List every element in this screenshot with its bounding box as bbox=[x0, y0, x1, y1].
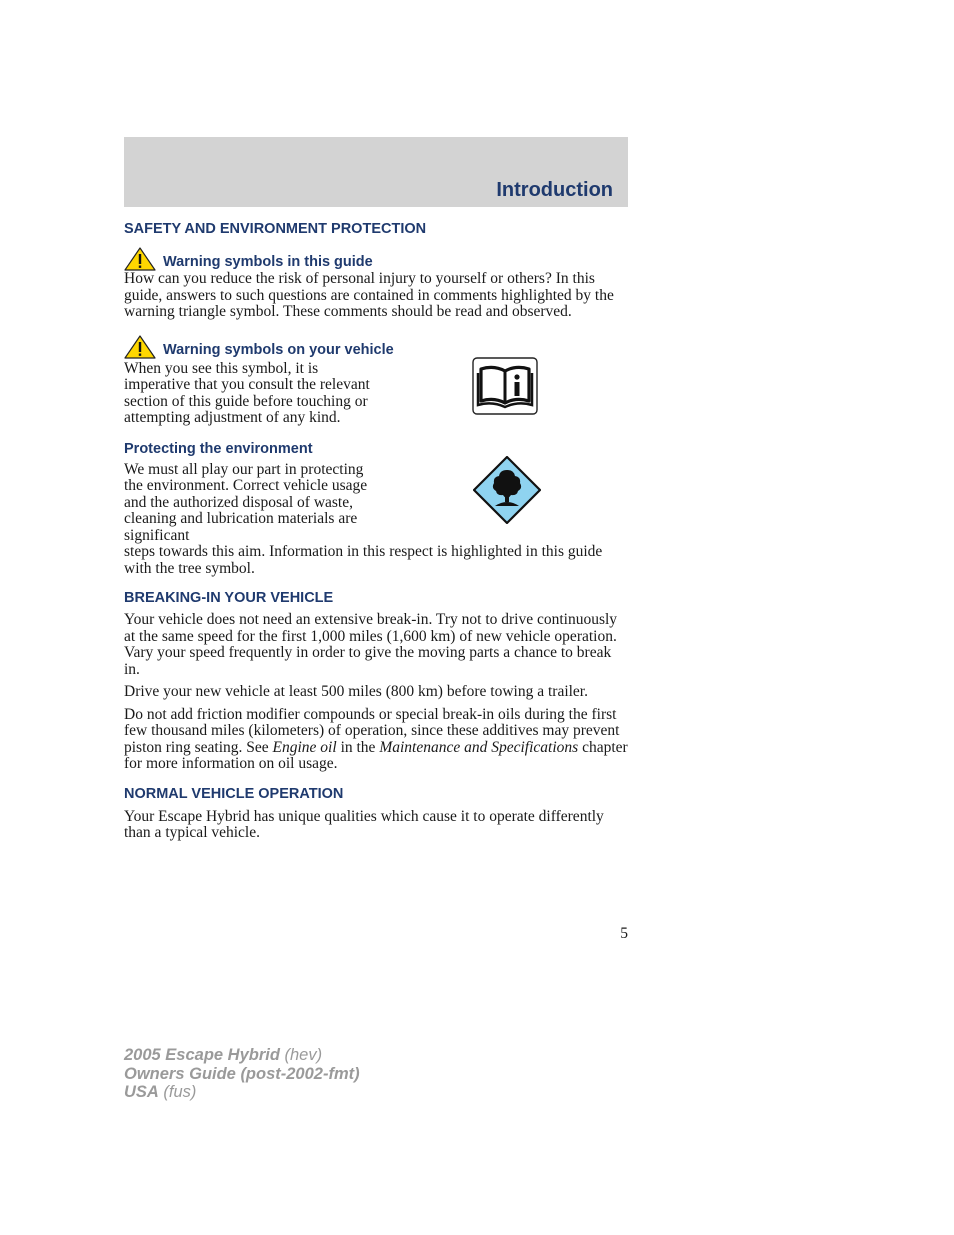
chapter-title: Introduction bbox=[496, 179, 613, 201]
environment-body-part2: steps towards this aim. Information in this respect is highlighted in this guide with the tree symbol. bbox=[124, 543, 603, 577]
breakin-paragraph-2: Drive your new vehicle at least 500 miles (800 km) before towing a trailer. bbox=[124, 683, 588, 700]
owner-manual-info-icon bbox=[472, 357, 538, 415]
breakin-paragraph-1: Your vehicle does not need an extensive break-in. Try not to drive continuously at the same speed for the first 1,000 miles (1,600 km) of new vehicle operation. Vary your speed frequently in order to give the moving parts a chance to break in. bbox=[124, 611, 618, 678]
document-footer bbox=[124, 1046, 360, 1102]
environment-body-part1: We must all play our part in protecting the environment. Correct vehicle usage and the authorized disposal of waste, cleaning and lubrication materials are significant bbox=[124, 460, 368, 544]
normal-operation-body: Your Escape Hybrid has unique qualities which cause it to operate differently than a typical vehicle. bbox=[124, 807, 604, 841]
vehicle-symbols-heading: Warning symbols on your vehicle bbox=[163, 341, 394, 358]
footer-line-3: USA (fus) bbox=[124, 1083, 197, 1101]
breakin-paragraph-3 bbox=[124, 707, 628, 773]
vehicle-symbols-heading-row bbox=[124, 335, 628, 359]
chapter-header-band bbox=[124, 137, 628, 207]
page-number: 5 bbox=[620, 925, 628, 942]
breakin-p3-text-c: chapter for more information on oil usage. bbox=[124, 738, 628, 772]
breakin-p3-text-b: in the bbox=[336, 738, 380, 756]
footer-line-2: Owners Guide (post-2002-fmt) bbox=[124, 1064, 360, 1083]
normal-operation-heading: NORMAL VEHICLE OPERATION bbox=[124, 785, 344, 802]
page-content bbox=[124, 218, 628, 842]
safety-heading: SAFETY AND ENVIRONMENT PROTECTION bbox=[124, 221, 427, 237]
guide-symbols-heading-row bbox=[124, 247, 628, 271]
breakin-heading: BREAKING-IN YOUR VEHICLE bbox=[124, 590, 334, 606]
footer-line-1: 2005 Escape Hybrid (hev) bbox=[124, 1046, 323, 1064]
breakin-p3-text-a: Do not add friction modifier compounds or special break-in oils during the first few thousand miles (kilometers) of operation, since these additives may prevent piston ring seating. See bbox=[124, 705, 620, 756]
guide-symbols-body: How can you reduce the risk of personal injury to yourself or others? In this guide, answers to such questions are contained in comments highlighted by the warning triangle symbol. These comments should be read and observed. bbox=[124, 270, 614, 320]
maintenance-chapter-reference: Maintenance and Specifications bbox=[379, 738, 579, 756]
environment-block bbox=[124, 462, 628, 545]
vehicle-symbols-block bbox=[124, 361, 628, 427]
guide-symbols-heading: Warning symbols in this guide bbox=[163, 254, 373, 270]
engine-oil-reference: Engine oil bbox=[272, 738, 337, 756]
warning-triangle-icon bbox=[124, 335, 156, 359]
tree-environment-icon bbox=[473, 456, 541, 524]
warning-triangle-icon bbox=[124, 247, 156, 271]
environment-heading: Protecting the environment bbox=[124, 440, 313, 457]
vehicle-symbols-body: When you see this symbol, it is imperative that you consult the relevant section of this guide before touching or attempting adjustment of any kind. bbox=[124, 359, 370, 426]
